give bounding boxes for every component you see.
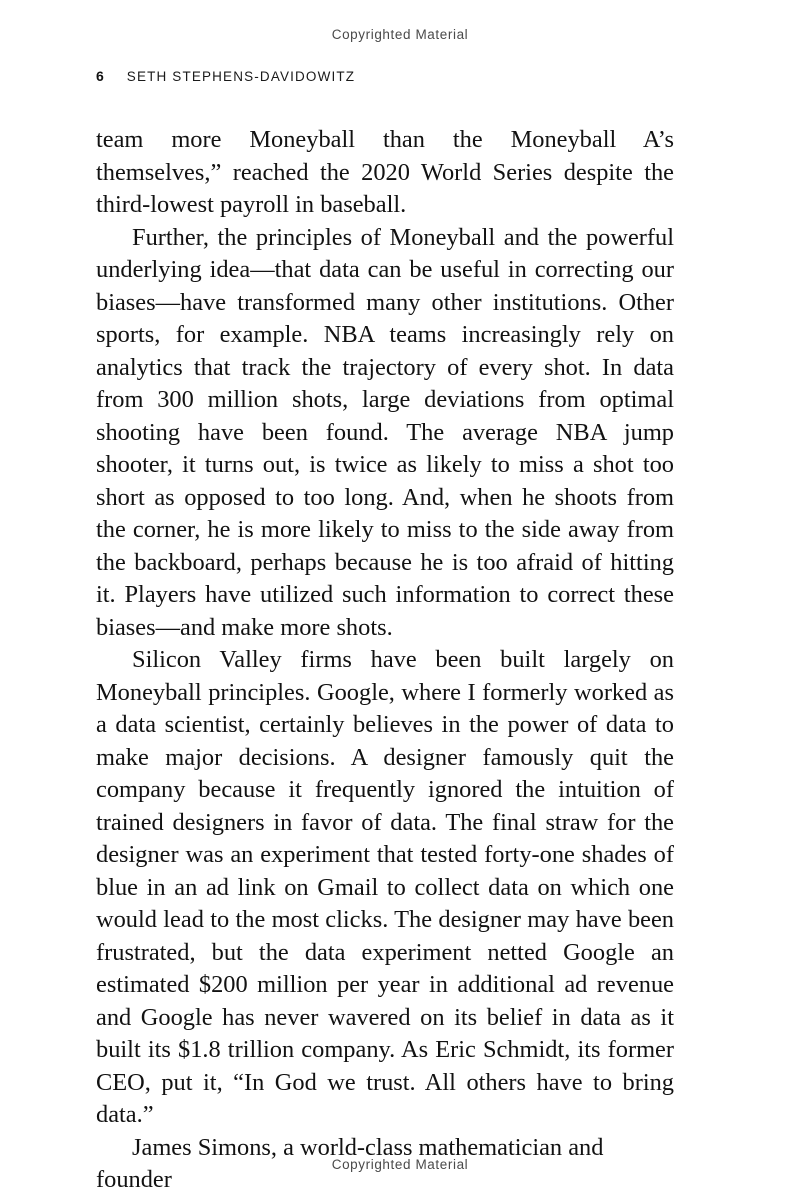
- author-name: SETH STEPHENS-DAVIDOWITZ: [126, 69, 356, 84]
- copyright-watermark-bottom: Copyrighted Material: [331, 1157, 469, 1172]
- paragraph: Further, the principles of Moneyball and the powerful underlying idea—that data can be useful in correcting our biases—have transformed many other institutions. Other sports, for example. NBA teams increasingly rely on analytics that track the trajectory of every shot. In data from 300 million shots, large deviations from optimal shooting have been found. The average NBA jump shooter, it turns out, is twice as likely to miss a shot too short as opposed to too long. And, when he shoots from the corner, he is more likely to miss to the side away from the backboard, perhaps because he is too afraid of hitting it. Players have utilized such information to correct these biases—and make more shots.: [96, 223, 674, 641]
- paragraph: team more Moneyball than the Moneyball A’s themselves,” reached the 2020 World Series despite the third-lowest payroll in baseball.: [96, 126, 674, 218]
- copyright-watermark-top: Copyrighted Material: [331, 27, 469, 42]
- paragraph: Silicon Valley firms have been built largely on Moneyball principles. Google, where I formerly worked as a data scientist, certainly believes in the power of data to make major decisions. A designer famously quit the company because it frequently ignored the intuition of trained designers in favor of data. The final straw for the designer was an experiment that tested forty-one shades of blue in an ad link on Gmail to collect data on which one would lead to the most clicks. The designer may have been frustrated, but the data experiment netted Google an estimated $200 million per year in additional ad revenue and Google has never wavered on its belief in data as it built its $1.8 trillion company. As Eric Schmidt, its former CEO, put it, “In God we trust. All others have to bring data.”: [96, 646, 674, 1128]
- running-head: [96, 68, 355, 84]
- page-number: 6: [96, 68, 104, 84]
- paragraph: James Simons, a world-class mathematician and founder: [96, 1133, 604, 1193]
- body-text: [96, 124, 674, 1197]
